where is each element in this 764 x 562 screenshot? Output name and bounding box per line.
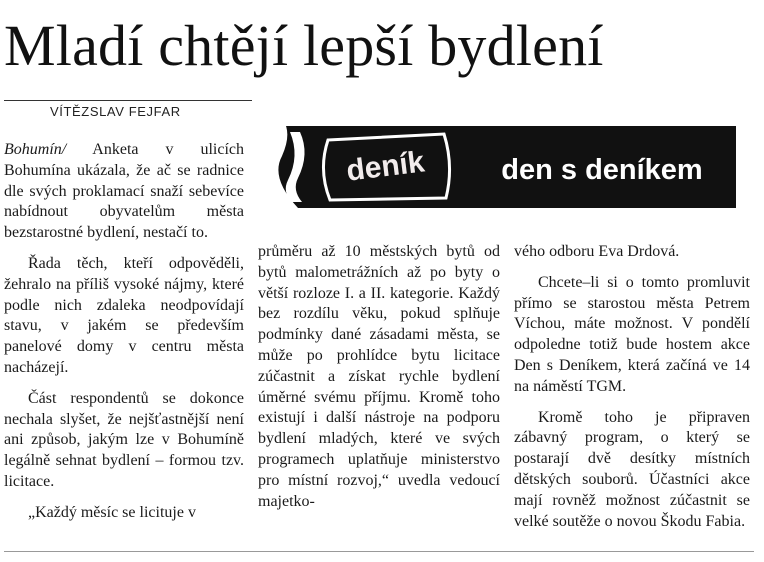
paragraph bbox=[4, 140, 244, 244]
byline-rule bbox=[4, 100, 252, 101]
article-column-1 bbox=[4, 140, 244, 524]
banner-logo-text: deník bbox=[344, 145, 427, 188]
headline: Mladí chtějí lepší bydlení bbox=[4, 13, 604, 78]
den-s-denikem-banner bbox=[268, 116, 736, 216]
paragraph: Část respondentů se dokonce nechala slyšet, že nejšťastnější není ani způsob, jakým lze v Bohumíně legálně sehnat bydlení – formou tzv. licitace. bbox=[4, 389, 244, 490]
article-column-3 bbox=[514, 242, 750, 532]
paragraph: Řada těch, kteří odpověděli, žehralo na příliš vysoké nájmy, které podle nich zdaleka neodpovídají stavu, v jakém se především panelové domy v centru města nacházejí. bbox=[4, 254, 244, 376]
banner-tagline: den s deníkem bbox=[501, 154, 703, 186]
bottom-rule bbox=[4, 551, 754, 552]
paragraph: Kromě toho je připraven zábavný program, o který se postarají dvě desítky místních dětských souborů. Účastníci akce mají rovněž možnost zúčastnit se velké soutěže o novou Škodu Fabia. bbox=[514, 408, 750, 530]
article-column-2 bbox=[258, 242, 500, 512]
paragraph: průměru až 10 městských bytů od bytů malometrážních až po byty o větší rozloze I. a II. kategorie. Každý bez rozdílu věku, pokud splňuje podmínky dané zásadami města, se může po prohlídce bytu licitace zúčastnit a získat rychle bydlení úměrné svému příjmu. Kromě toho existují i další nástroje na podporu bydlení mladých, které ve svých programech uplatňuje ministerstvo pro místní rozvoj,“ uvedla vedoucí majetko- bbox=[258, 243, 500, 510]
paragraph: vého odboru Eva Drdová. bbox=[514, 243, 680, 260]
paragraph: Chcete–li si o tomto promluvit přímo se starostou města Petrem Víchou, máte možnost. V pondělí odpoledne totiž bude hostem akce Den s Deníkem, která začíná ve 14 na náměstí TGM. bbox=[514, 273, 750, 395]
byline: VÍTĚZSLAV FEJFAR bbox=[50, 104, 181, 119]
dateline: Bohumín/ bbox=[4, 141, 67, 158]
paragraph-text: Anketa v ulicích Bohumína ukázala, že ač se radnice dle svých proklamací snaží sebevíce nabídnout obyvatelům města bezstarostné bydlení, nestačí to. bbox=[4, 141, 244, 242]
paragraph: „Každý měsíc se licituje v bbox=[28, 503, 196, 521]
